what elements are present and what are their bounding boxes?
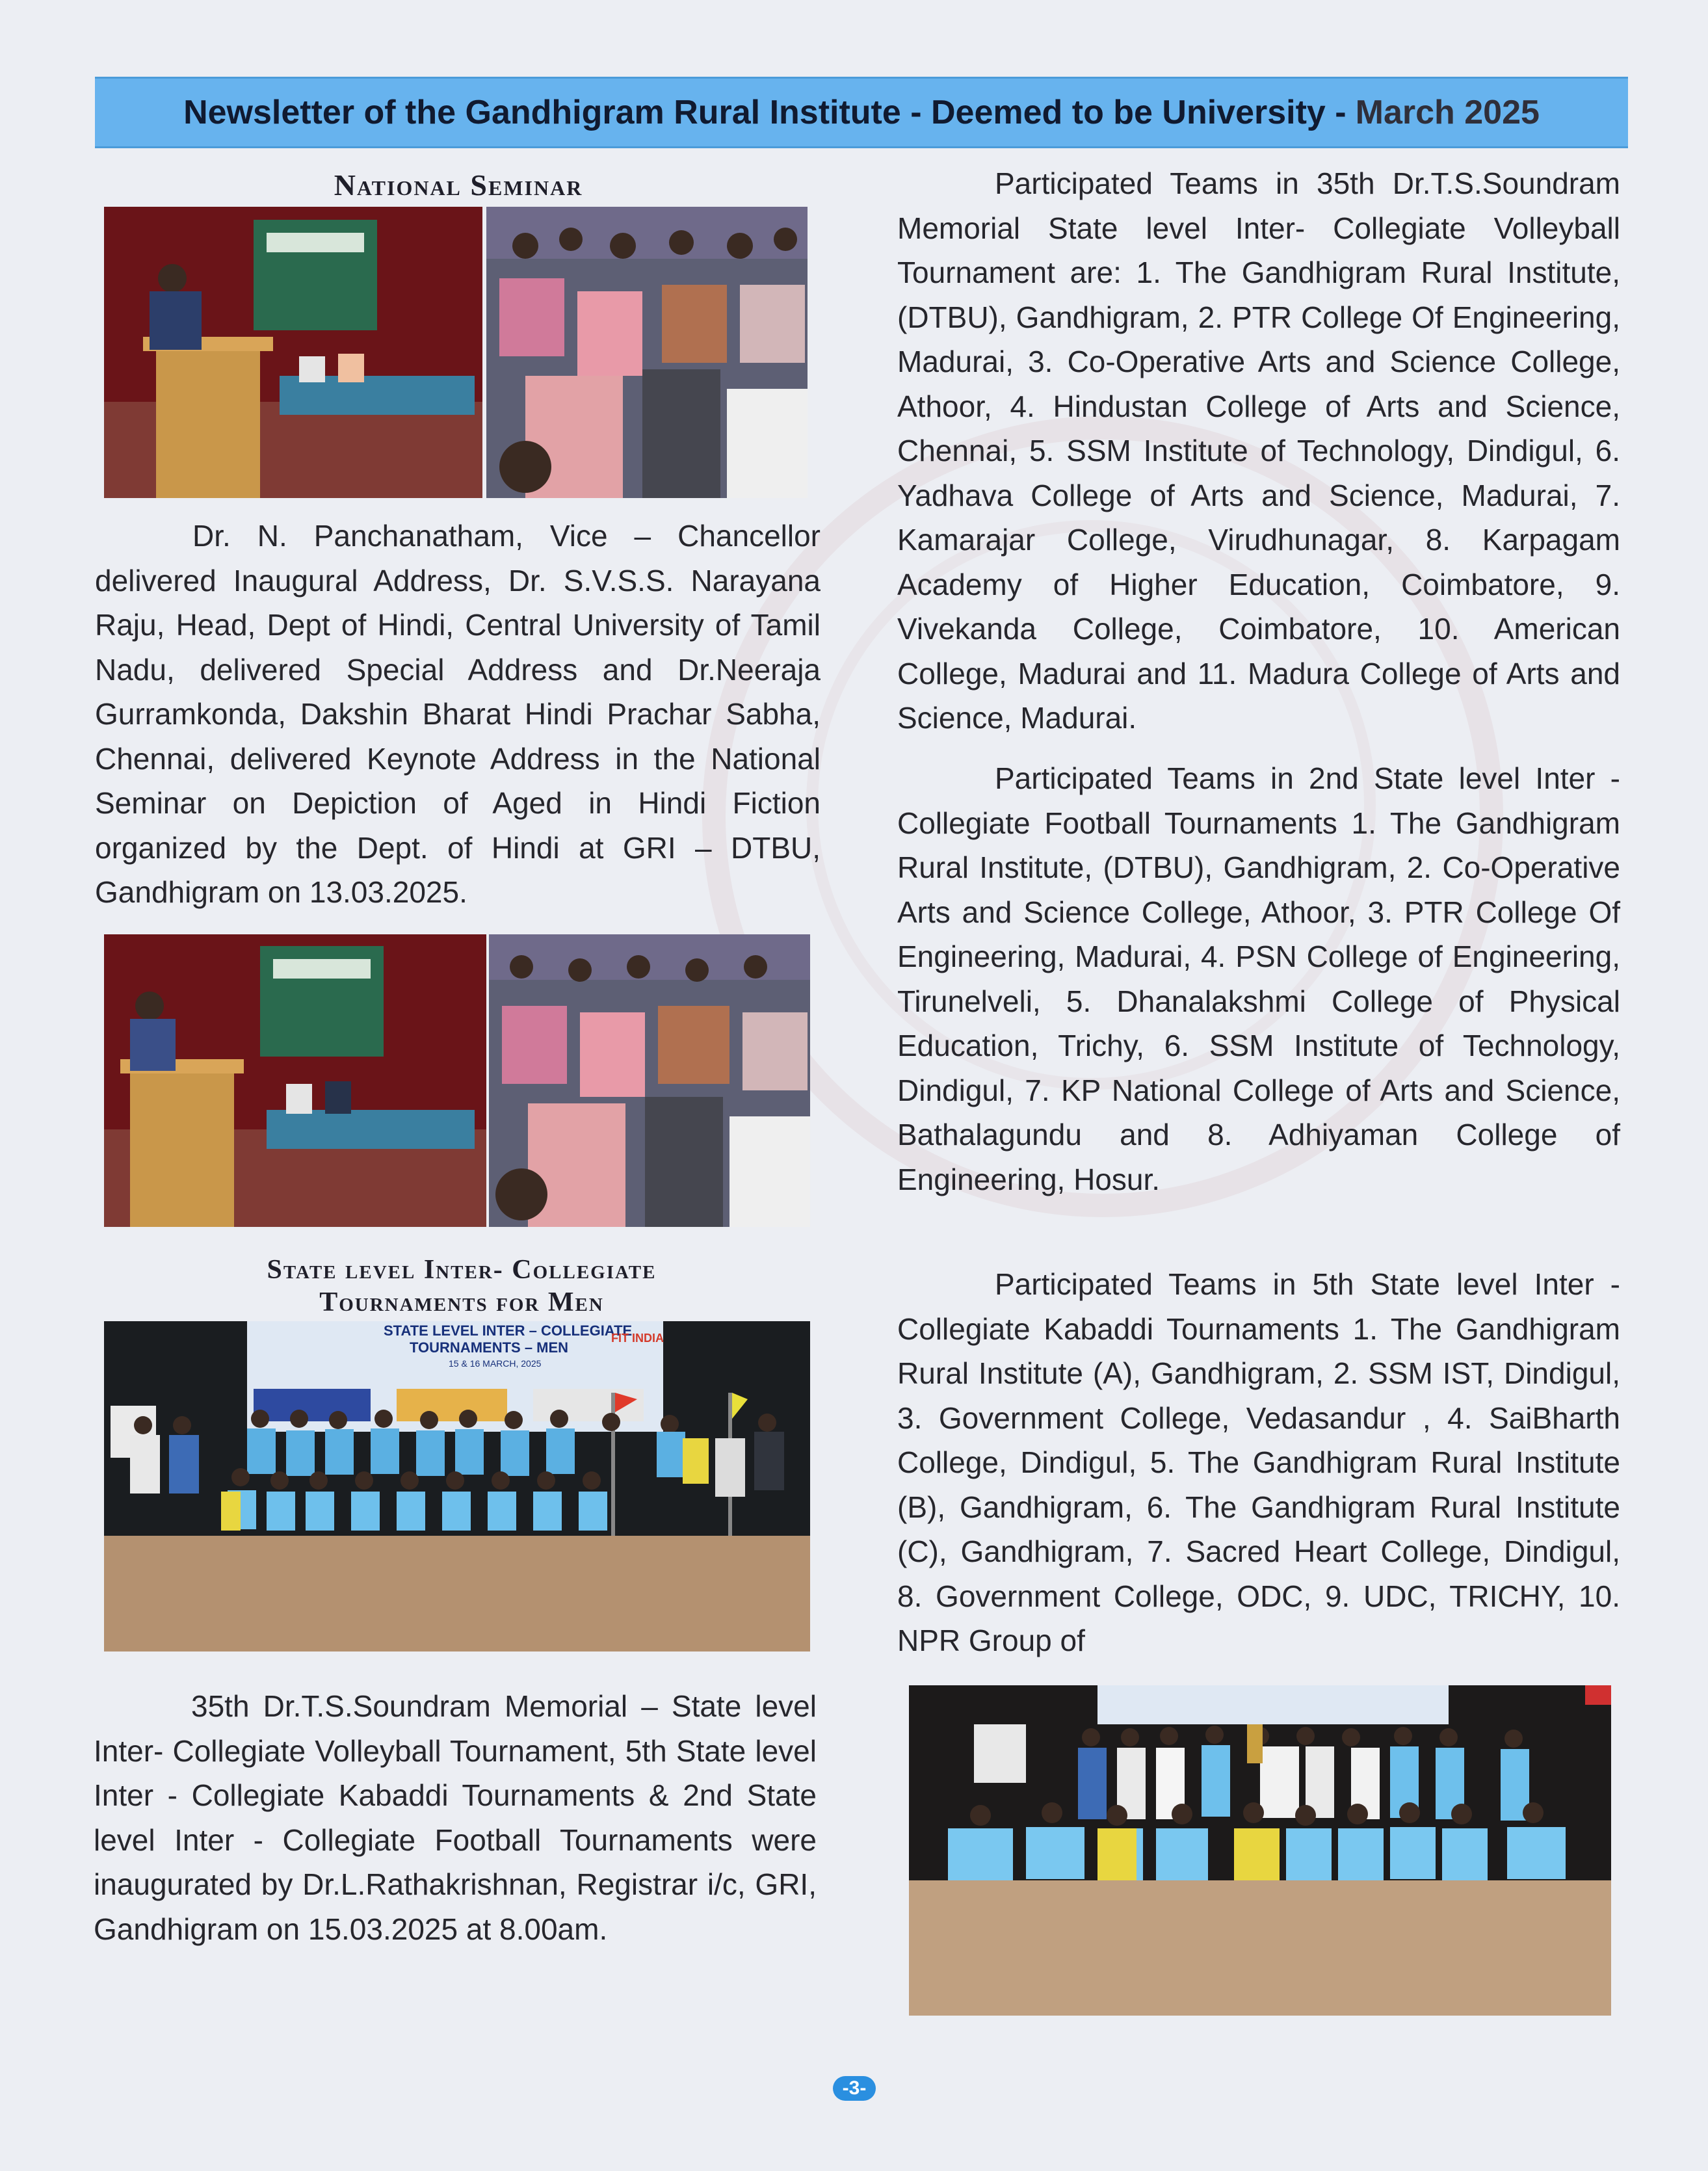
- seminar-photo-audience-1: [486, 207, 808, 498]
- volleyball-teams-paragraph: Participated Teams in 35th Dr.T.S.Soundram Memorial State level Inter- Collegiate Volleyball Tournament are: 1. The Gandhigram Rural Institute, (DTBU), Gandhigram, 2. PTR College Of Engineering, Madurai, 3. Co-Operative Arts and Science College, Athoor, 4. Hindustan College of Arts and Science, Chennai, 5. SSM Institute of Technology, Dindigul, 6. Yadhava College of Arts and Science, Madurai, 7. Kamarajar College, Virudhunagar, 8. Karpagam Academy of Higher Education, Coimbatore, 9. Vivekanda College, Coimbatore, 10. American College, Madurai and 11. Madura College of Arts and Science, Madurai.: [897, 166, 1620, 735]
- seminar-photo-speaker-1: [104, 207, 482, 498]
- trophy-winners-photo: [909, 1685, 1611, 2016]
- page-number-badge: -3-: [833, 2076, 876, 2101]
- kabaddi-teams-paragraph: Participated Teams in 5th State level Inter - Collegiate Kabaddi Tournaments 1. The Gandhigram Rural Institute (A), Gandhigram, 2. SSM IST, Dindigul, 3. Government College, Vedasandur , 4. SaiBharth College, Dindigul, 5. The Gandhigram Rural Institute (B), Gandhigram, 6. The Gandhigram Rural Institute (C), Gandhigram, 7. Sacred Heart College, Dindigul, 8. Government College, ODC, 9. UDC, TRICHY, 10. NPR Group of: [897, 1267, 1620, 1657]
- seminar-paragraph: Dr. N. Panchanatham, Vice – Chancellor delivered Inaugural Address, Dr. S.V.S.S. Narayana Raju, Head, Dept of Hindi, Central University of Tamil Nadu, delivered Special Address and Dr.Neeraja Gurramkonda, Dakshin Bharat Hindi Prachar Sabha, Chennai, delivered Keynote Address in the National Seminar on Depiction of Aged in Hindi Fiction organized by the Dept. of Hindi at GRI – DTBU, Gandhigram on 13.03.2025.: [95, 519, 821, 909]
- tournament-paragraph: 35th Dr.T.S.Soundram Memorial – State level Inter- Collegiate Volleyball Tournament, 5th State level Inter - Collegiate Kabaddi Tournaments & 2nd State level Inter - Collegiate Football Tournaments were inaugurated by Dr.L.Rathakrishnan, Registrar i/c, GRI, Gandhigram on 15.03.2025 at 8.00am.: [94, 1689, 817, 1946]
- header-title: Newsletter of the Gandhigram Rural Institute - Deemed to be University -: [183, 94, 1347, 131]
- seminar-photo-audience-2: [489, 934, 810, 1227]
- banner-line2: TOURNAMENTS – MEN: [410, 1339, 569, 1356]
- tournament-group-photo: [104, 1321, 810, 1651]
- banner-badge: FIT INDIA: [611, 1332, 664, 1345]
- tournament-title-line1: State level Inter- Collegiate: [267, 1255, 657, 1285]
- football-teams-paragraph: Participated Teams in 2nd State level Inter - Collegiate Football Tournaments 1. The Gandhigram Rural Institute, (DTBU), Gandhigram, 2. Co-Operative Arts and Science College, Athoor, 3. PTR College Of Engineering, Madurai, 4. PSN College of Engineering, Tirunelveli, 5. Dhanalakshmi College of Physical Education, Trichy, 6. SSM Institute of Technology, Dindigul, 7. KP National College of Arts and Science, Bathalagundu and 8. Adhiyaman College of Engineering, Hosur.: [897, 761, 1620, 1196]
- header-month: March 2025: [1355, 94, 1540, 131]
- seminar-section-title: National Seminar: [334, 168, 583, 202]
- banner-dates: 15 & 16 MARCH, 2025: [449, 1358, 542, 1369]
- newsletter-header: [95, 77, 1628, 148]
- tournament-section-title: [104, 1254, 819, 1319]
- tournament-title-line2: Tournaments for Men: [319, 1287, 604, 1317]
- seminar-photo-speaker-2: [104, 934, 486, 1227]
- banner-line1: STATE LEVEL INTER – COLLEGIATE: [384, 1322, 633, 1339]
